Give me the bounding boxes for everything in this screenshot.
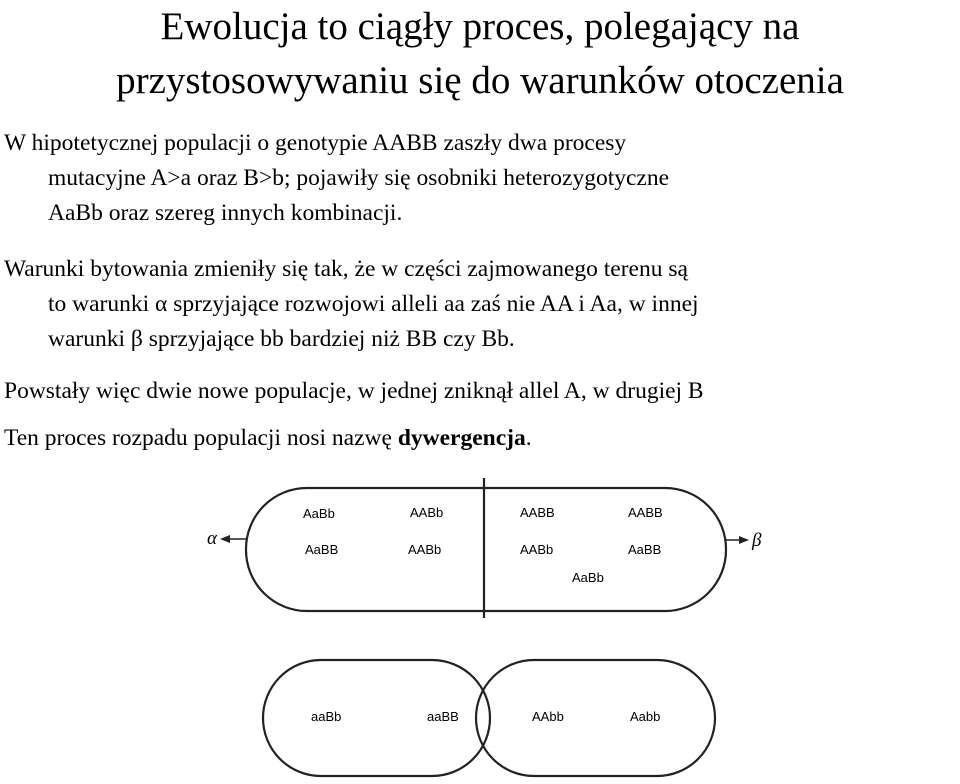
genotype-label: AaBB	[628, 542, 662, 557]
alpha-label: α	[207, 528, 217, 549]
paragraph-line: warunki β sprzyjające bb bardziej niż BB czy Bb.	[48, 326, 515, 352]
genotype-label: aaBb	[311, 709, 342, 724]
beta-arrowhead	[739, 536, 749, 544]
paragraph-line: Powstały więc dwie nowe populacje, w jednej zniknął allel A, w drugiej B	[4, 378, 704, 404]
genotype-label: AABB	[628, 505, 663, 520]
divergence-term: dywergencja	[397, 425, 526, 451]
genotype-label: AABb	[408, 542, 442, 557]
paragraph-line: W hipotetycznej populacji o genotypie AABB zaszły dwa procesy	[4, 130, 627, 156]
alpha-arrowhead	[220, 535, 230, 543]
paragraph-line: AaBb oraz szereg innych kombinacji.	[48, 200, 403, 226]
genotype-label: AaBB	[305, 542, 339, 557]
paragraph-line: mutacyjne A>a oraz B>b; pojawiły się osobniki heterozygotyczne	[48, 165, 670, 191]
genotype-label: AABb	[410, 505, 444, 520]
bottom-right-population-outline	[476, 660, 715, 776]
divergence-text: Ten proces rozpadu populacji nosi nazwę	[4, 425, 398, 451]
title-line-1: Ewolucja to ciągły proces, polegający na	[160, 5, 800, 48]
genotype-label: AAbb	[532, 709, 564, 724]
title-line-2: przystosowywaniu się do warunków otoczenia	[116, 59, 844, 102]
genotype-label: AaBb	[303, 506, 335, 521]
paragraph-line: Warunki bytowania zmieniły się tak, że w części zajmowanego terenu są	[4, 256, 688, 282]
genotype-label: Aabb	[630, 709, 661, 724]
genotype-label: AABB	[520, 505, 555, 520]
paragraph-line: to warunki α sprzyjające rozwojowi alleli aa zaś nie AA i Aa, w innej	[48, 291, 699, 317]
genotype-label: aaBB	[427, 709, 459, 724]
divergence-period: .	[525, 425, 532, 451]
beta-label: β	[752, 530, 762, 551]
genotype-label: AABb	[520, 542, 554, 557]
genotype-label: AaBb	[572, 570, 604, 585]
